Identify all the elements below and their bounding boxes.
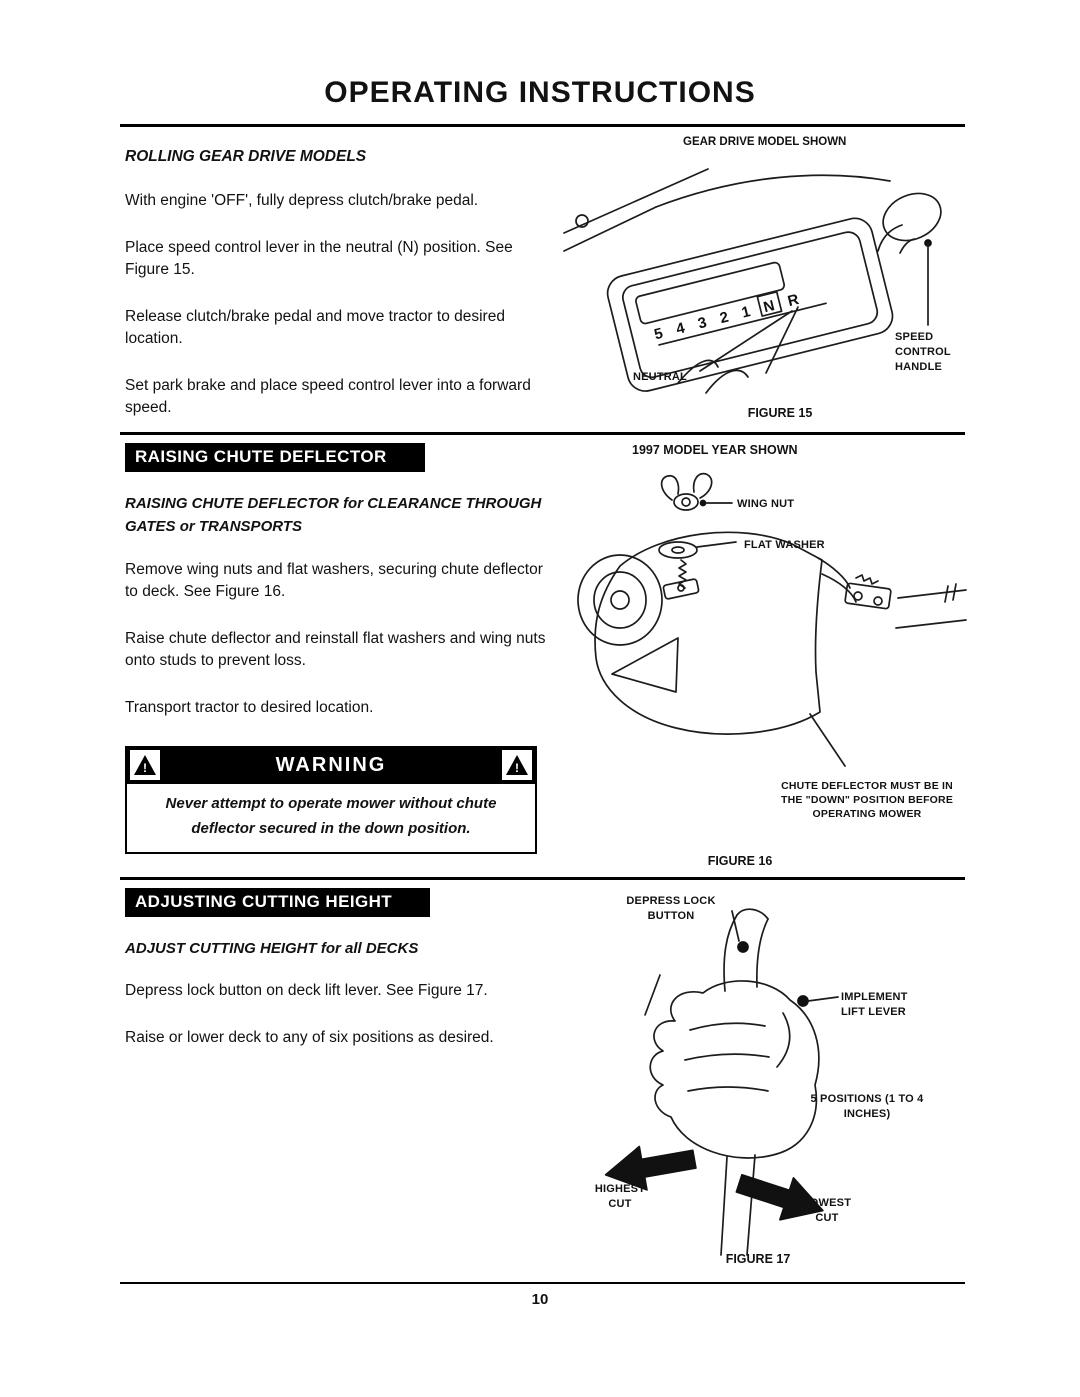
paragraph: Raise or lower deck to any of six positions as desired.	[125, 1029, 494, 1047]
section-rule	[120, 877, 965, 880]
figure16-label-flat-washer: FLAT WASHER	[744, 539, 825, 551]
figure15-caption: FIGURE 15	[747, 406, 813, 420]
section-rolling-gear-drive	[125, 148, 547, 444]
warning-header-bar	[125, 746, 537, 784]
footer-rule	[120, 1282, 965, 1284]
section-adjusting-height	[125, 888, 547, 1074]
section-heading-bar: ADJUSTING CUTTING HEIGHT	[125, 888, 430, 917]
figure16-chute-note: CHUTE DEFLECTOR MUST BE IN THE "DOWN" POSITION BEFORE OPERATING MOWER	[780, 780, 954, 821]
warning-triangle-icon	[130, 750, 160, 780]
figure17-label-highest-cut: HIGHEST CUT	[594, 1183, 646, 1210]
svg-text:!: !	[514, 761, 519, 775]
section-heading: ROLLING GEAR DRIVE MODELS	[125, 148, 367, 165]
section-heading-bar: RAISING CHUTE DEFLECTOR	[125, 443, 425, 472]
section-subheading: ADJUST CUTTING HEIGHT for all DECKS	[125, 940, 419, 957]
figure16-illustration	[560, 470, 970, 780]
warning-triangle-icon	[502, 750, 532, 780]
section-raising-chute	[125, 443, 547, 744]
figure17-caption: FIGURE 17	[725, 1252, 791, 1266]
paragraph: Raise chute deflector and reinstall flat washers and wing nuts onto studs to prevent loss.	[125, 629, 546, 669]
section-subheading: RAISING CHUTE DEFLECTOR for CLEARANCE THROUGH GATES or TRANSPORTS	[125, 495, 542, 536]
paragraph: Remove wing nuts and flat washers, securing chute deflector to deck. See Figure 16.	[125, 560, 543, 600]
paragraph: Depress lock button on deck lift lever. See Figure 17.	[125, 982, 488, 1000]
warning-text: Never attempt to operate mower without chute deflector secured in the down position.	[125, 784, 537, 854]
paragraph: With engine 'OFF', fully depress clutch/brake pedal.	[125, 192, 479, 209]
figure16-label-wing-nut: WING NUT	[737, 498, 795, 510]
title-rule	[120, 124, 965, 127]
page-number: 10	[531, 1291, 549, 1308]
figure17-label-lowest-cut: LOWEST CUT	[802, 1197, 852, 1224]
figure17-label-depress-lock: DEPRESS LOCK BUTTON	[626, 895, 716, 922]
paragraph: Place speed control lever in the neutral (N) position. See Figure 15.	[125, 239, 513, 278]
paragraph: Release clutch/brake pedal and move tractor to desired location.	[125, 308, 505, 347]
figure17-label-implement-lift: IMPLEMENT LIFT LEVER	[841, 991, 908, 1018]
figure16-header: 1997 MODEL YEAR SHOWN	[632, 443, 798, 457]
paragraph: Set park brake and place speed control lever into a forward speed.	[125, 377, 531, 416]
figure17-label-positions: 5 POSITIONS (1 TO 4 INCHES)	[810, 1093, 924, 1120]
paragraph: Transport tractor to desired location.	[125, 698, 374, 716]
figure15-label-neutral: NEUTRAL	[633, 371, 687, 383]
gear-positions-text: 5 4 3 2 1 N R	[652, 289, 806, 344]
figure15-label-speed-control: SPEED CONTROL HANDLE	[895, 331, 951, 373]
figure16-caption: FIGURE 16	[707, 854, 773, 868]
warning-title: WARNING	[275, 753, 387, 776]
figure15-header: GEAR DRIVE MODEL SHOWN	[683, 136, 847, 148]
warning-box	[125, 746, 537, 854]
svg-text:!: !	[143, 761, 147, 775]
page-title: OPERATING INSTRUCTIONS	[324, 76, 756, 109]
section-rule	[120, 432, 965, 435]
